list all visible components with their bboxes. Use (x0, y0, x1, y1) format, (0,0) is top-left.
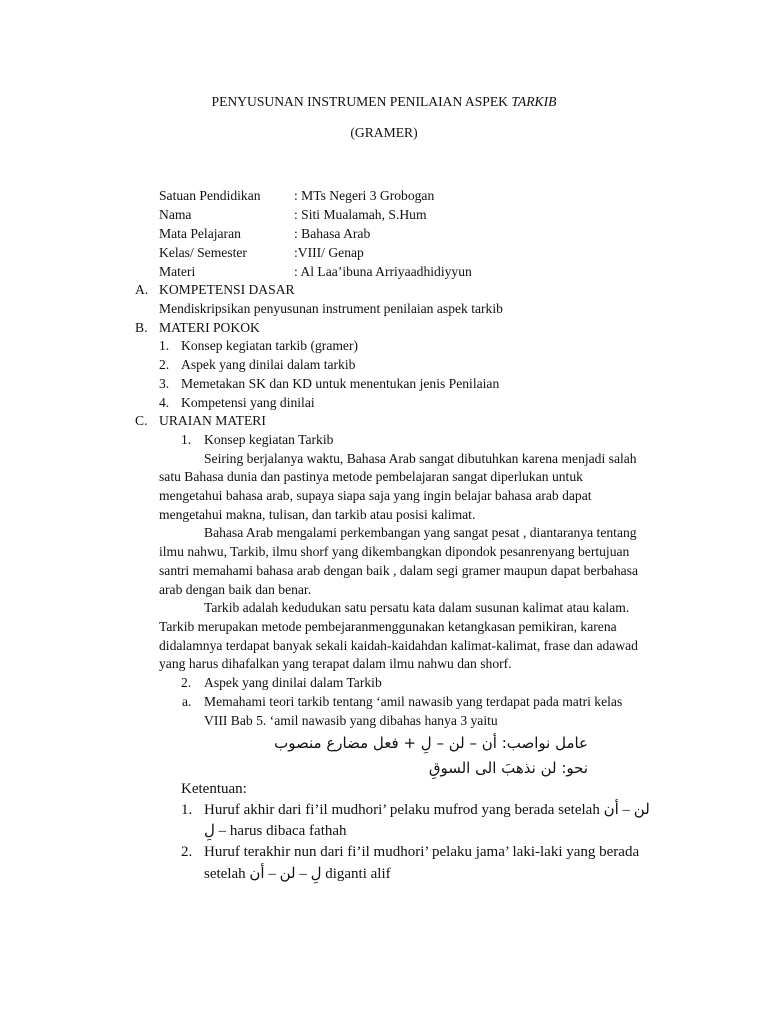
document-subtitle: (GRAMER) (350, 125, 418, 140)
identity-label: Satuan Pendidikan (159, 188, 261, 203)
paragraph-line: yang harus dihafalkan yang terapat dalam ilmu nahwu dan shorf. (159, 656, 512, 671)
identity-value: : MTs Negeri 3 Grobogan (294, 188, 435, 203)
ketentuan-number: 2. (181, 844, 193, 860)
identity-value: : Bahasa Arab (294, 226, 371, 241)
sub-item-line: VIII Bab 5. ‘amil nawasib yang dibahas hanya 3 yaitu (204, 713, 498, 728)
paragraph-line: satu Bahasa dunia dan pastinya metode pembelajaran sangat diperlukan untuk (159, 469, 583, 484)
paragraph-line: didalamnya terdapat banyak sekali kaidah-kaidahdan kalimat-kalimat, frase dan adawad (159, 638, 638, 653)
identity-label: Mata Pelajaran (159, 226, 241, 241)
subsection-number: 2. (181, 675, 192, 690)
title-text: PENYUSUNAN INSTRUMEN PENILAIAN ASPEK (211, 94, 512, 109)
list-number: 4. (159, 395, 170, 410)
section-a-marker: A. (135, 282, 149, 297)
paragraph-line: Seiring berjalanya waktu, Bahasa Arab sangat dibutuhkan karena menjadi salah (204, 451, 637, 466)
section-c-heading: URAIAN MATERI (159, 413, 266, 428)
title-italic-word: TARKIB (511, 94, 557, 109)
paragraph-line: Tarkib merupakan metode pembejaranmenggunakan ketangkasan pemikiran, karena (159, 619, 617, 634)
section-a-text: Mendiskripsikan penyusunan instrument penilaian aspek tarkib (159, 301, 503, 316)
identity-label: Kelas/ Semester (159, 245, 247, 260)
identity-label: Nama (159, 207, 192, 222)
section-b-heading: MATERI POKOK (159, 320, 260, 335)
list-item: Memetakan SK dan KD untuk menentukan jenis Penilaian (181, 376, 500, 391)
list-number: 2. (159, 357, 170, 372)
sub-item-marker: a. (182, 694, 192, 709)
section-a-heading: KOMPETENSI DASAR (159, 282, 295, 297)
identity-value: :VIII/ Genap (294, 245, 364, 260)
ketentuan-line: Huruf akhir dari fi’il mudhori’ pelaku mufrod yang berada setelah لن – أن (204, 802, 650, 818)
ketentuan-line: Huruf terakhir nun dari fi’il mudhori’ pelaku jama’ laki-laki yang berada (204, 844, 640, 860)
ketentuan-number: 1. (181, 802, 193, 818)
document-title (0, 93, 768, 111)
list-item: Konsep kegiatan tarkib (gramer) (181, 338, 359, 353)
subsection-title: Konsep kegiatan Tarkib (204, 432, 334, 447)
paragraph-line: mengetahui makna, tulisan, dan tarkib atau posisi kalimat. (159, 507, 476, 522)
section-c-marker: C. (135, 413, 148, 428)
list-item: Kompetensi yang dinilai (181, 395, 315, 410)
paragraph-line: Bahasa Arab mengalami perkembangan yang sangat pesat , diantaranya tentang (204, 525, 637, 540)
ketentuan-label: Ketentuan: (181, 781, 247, 797)
paragraph-line: arab dengan baik dan benar. (159, 582, 312, 597)
list-number: 3. (159, 376, 170, 391)
identity-value: : Al Laa’ibuna Arriyaadhidiyyun (294, 264, 472, 279)
subsection-number: 1. (181, 432, 192, 447)
section-b-marker: B. (135, 320, 148, 335)
identity-value: : Siti Mualamah, S.Hum (294, 207, 427, 222)
paragraph-line: mengetahui bahasa arab, supaya siapa saja yang ingin belajar bahasa arab dapat (159, 488, 592, 503)
subsection-title: Aspek yang dinilai dalam Tarkib (204, 675, 382, 690)
paragraph-line: Tarkib adalah kedudukan satu persatu kata dalam susunan kalimat atau kalam. (204, 600, 630, 615)
sub-item-line: Memahami teori tarkib tentang ‘amil nawasib yang terdapat pada matri kelas (204, 694, 623, 709)
list-number: 1. (159, 338, 170, 353)
ketentuan-line: setelah لِ – لن – أن diganti alif (204, 866, 391, 882)
identity-label: Materi (159, 264, 196, 279)
arabic-rule: عامل نواصب: أن – لن – لِ + فعل مضارع منصوب (274, 734, 588, 752)
arabic-example: نحو: لن نذهبَ الى السوقِ (428, 759, 588, 777)
list-item: Aspek yang dinilai dalam tarkib (181, 357, 356, 372)
paragraph-line: ilmu nahwu, Tarkib, ilmu shorf yang dikembangkan dipondok pesanrenyang bertujuan (159, 544, 630, 559)
ketentuan-line: لِ – harus dibaca fathah (204, 823, 347, 839)
paragraph-line: santri memahami bahasa arab dengan baik , dalam segi gramer maupun dapat berbahasa (159, 563, 638, 578)
